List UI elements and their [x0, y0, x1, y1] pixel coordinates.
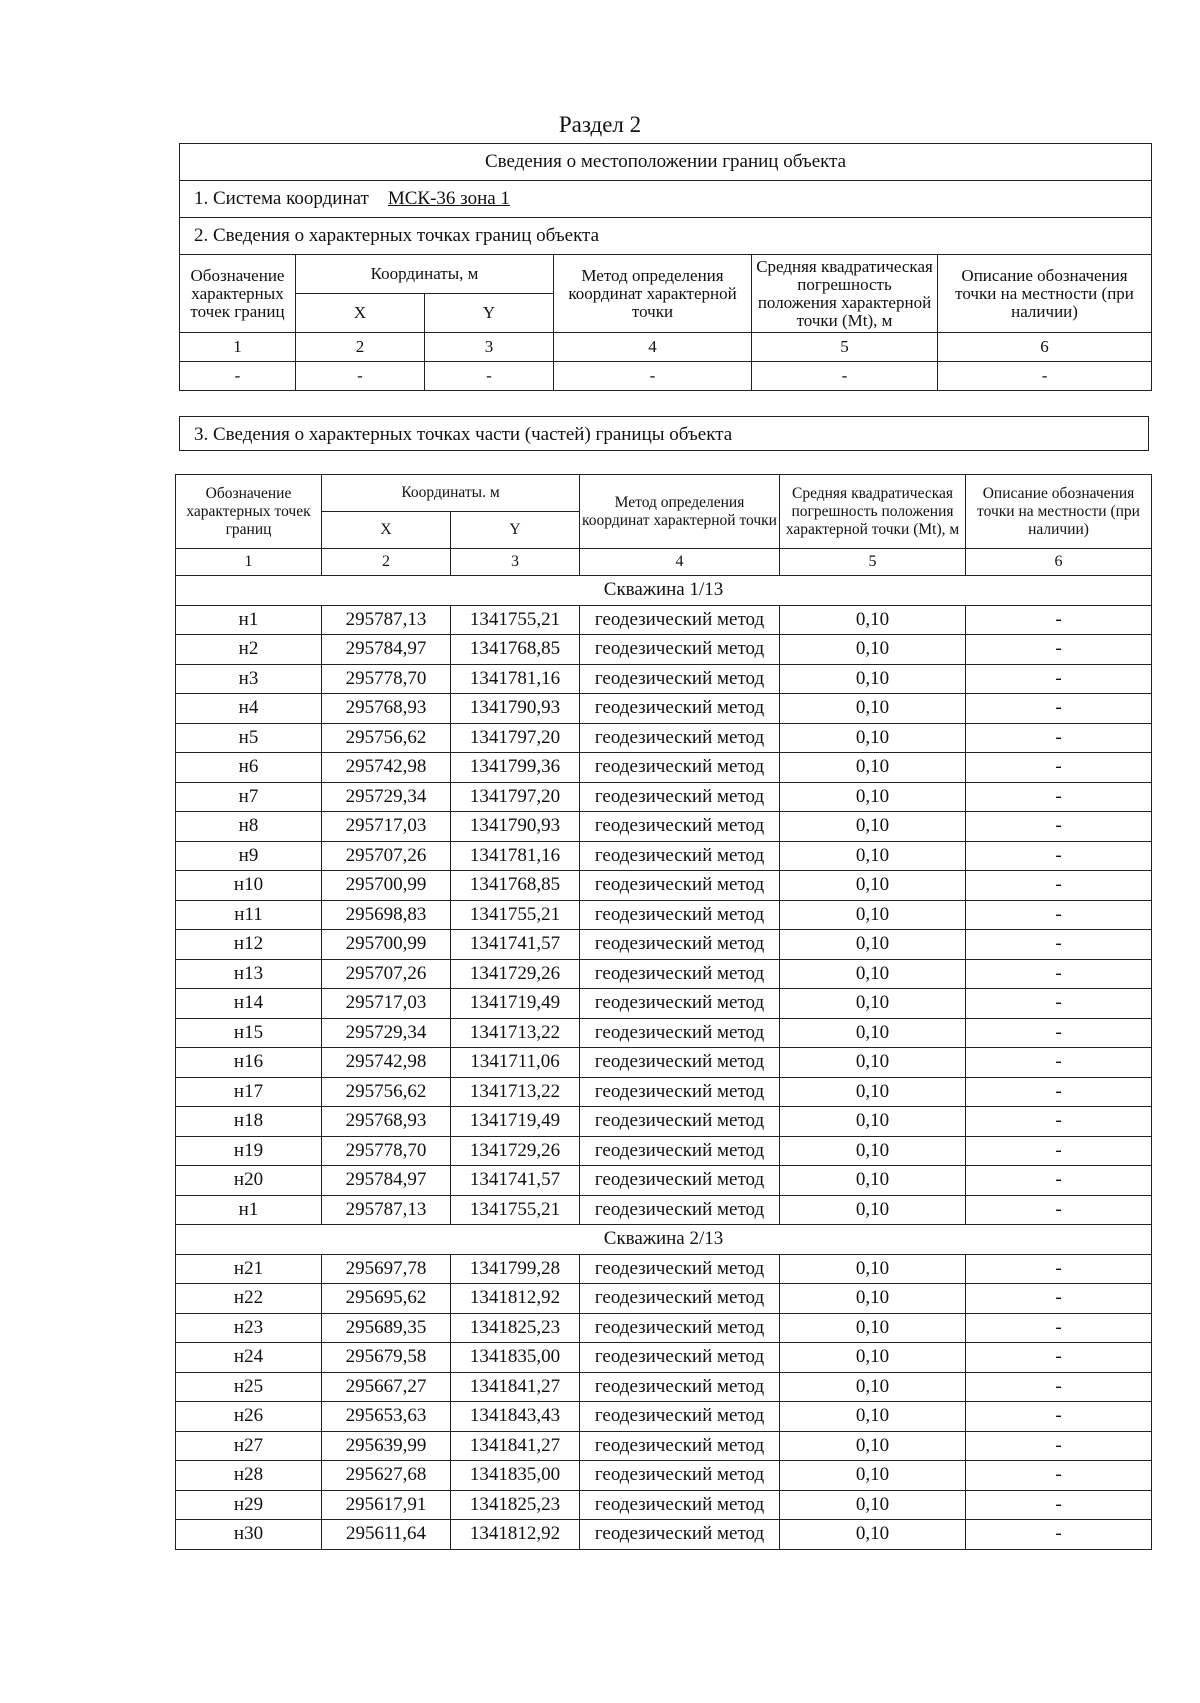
- description: -: [966, 1107, 1152, 1137]
- description: -: [966, 1166, 1152, 1196]
- accuracy: 0,10: [780, 664, 966, 694]
- coord-x: 295768,93: [322, 1107, 451, 1137]
- method: геодезический метод: [580, 812, 780, 842]
- empty-cell: -: [425, 362, 554, 391]
- coord-x: 295756,62: [322, 1077, 451, 1107]
- table-row: [176, 635, 1152, 665]
- point-name: н6: [176, 753, 322, 783]
- header-coordinates: Координаты. м: [322, 475, 580, 512]
- col-number: 4: [554, 333, 752, 362]
- table-row: [176, 664, 1152, 694]
- table-row: [176, 930, 1152, 960]
- header-x: X: [322, 512, 451, 549]
- point-name: н9: [176, 841, 322, 871]
- table-row: [176, 959, 1152, 989]
- table-row: [176, 1136, 1152, 1166]
- coord-y: 1341799,36: [451, 753, 580, 783]
- header-method: Метод определения координат характерной точки: [554, 255, 752, 333]
- point-name: н12: [176, 930, 322, 960]
- point-name: н26: [176, 1402, 322, 1432]
- point-name: н29: [176, 1490, 322, 1520]
- accuracy: 0,10: [780, 605, 966, 635]
- point-name: н7: [176, 782, 322, 812]
- point-name: н21: [176, 1254, 322, 1284]
- accuracy: 0,10: [780, 1136, 966, 1166]
- description: -: [966, 753, 1152, 783]
- table-row: [176, 1402, 1152, 1432]
- point-name: н4: [176, 694, 322, 724]
- description: -: [966, 1402, 1152, 1432]
- coord-y: 1341741,57: [451, 930, 580, 960]
- accuracy: 0,10: [780, 753, 966, 783]
- accuracy: 0,10: [780, 1372, 966, 1402]
- col-number: 6: [966, 549, 1152, 576]
- header-designation: Обозначение характерных точек границ: [176, 475, 322, 549]
- point-name: н20: [176, 1166, 322, 1196]
- table-row: [176, 1166, 1152, 1196]
- coord-y: 1341835,00: [451, 1461, 580, 1491]
- point-name: н15: [176, 1018, 322, 1048]
- table-title: Сведения о местоположении границ объекта: [180, 144, 1152, 181]
- table-subtitle: 2. Сведения о характерных точках границ объекта: [180, 218, 1152, 255]
- coord-x: 295729,34: [322, 782, 451, 812]
- header-y: Y: [425, 294, 554, 333]
- coord-y: 1341755,21: [451, 605, 580, 635]
- description: -: [966, 1343, 1152, 1373]
- empty-cell: -: [554, 362, 752, 391]
- point-name: н3: [176, 664, 322, 694]
- accuracy: 0,10: [780, 900, 966, 930]
- col-number: 5: [780, 549, 966, 576]
- coord-y: 1341843,43: [451, 1402, 580, 1432]
- method: геодезический метод: [580, 694, 780, 724]
- coord-y: 1341755,21: [451, 900, 580, 930]
- description: -: [966, 871, 1152, 901]
- coord-y: 1341713,22: [451, 1018, 580, 1048]
- location-info-table: [179, 143, 1152, 391]
- col-number: 3: [451, 549, 580, 576]
- description: -: [966, 1431, 1152, 1461]
- table-row: [176, 1431, 1152, 1461]
- header-method: Метод определения координат характерной точки: [580, 475, 780, 549]
- point-name: н28: [176, 1461, 322, 1491]
- point-name: н8: [176, 812, 322, 842]
- table-row: [176, 989, 1152, 1019]
- coord-x: 295695,62: [322, 1284, 451, 1314]
- method: геодезический метод: [580, 959, 780, 989]
- coord-x: 295742,98: [322, 753, 451, 783]
- description: -: [966, 900, 1152, 930]
- description: -: [966, 989, 1152, 1019]
- method: геодезический метод: [580, 1284, 780, 1314]
- method: геодезический метод: [580, 871, 780, 901]
- coord-x: 295784,97: [322, 635, 451, 665]
- empty-cell: -: [752, 362, 938, 391]
- description: -: [966, 635, 1152, 665]
- col-number: 2: [296, 333, 425, 362]
- coord-x: 295742,98: [322, 1048, 451, 1078]
- table-row: [176, 1018, 1152, 1048]
- table-row: [176, 753, 1152, 783]
- coord-x: 295778,70: [322, 1136, 451, 1166]
- coord-y: 1341790,93: [451, 694, 580, 724]
- description: -: [966, 812, 1152, 842]
- table-row: [176, 1343, 1152, 1373]
- coord-y: 1341799,28: [451, 1254, 580, 1284]
- accuracy: 0,10: [780, 812, 966, 842]
- point-name: н1: [176, 605, 322, 635]
- description: -: [966, 723, 1152, 753]
- method: геодезический метод: [580, 1402, 780, 1432]
- coord-x: 295756,62: [322, 723, 451, 753]
- accuracy: 0,10: [780, 930, 966, 960]
- coord-y: 1341729,26: [451, 959, 580, 989]
- coordinate-system-value: МСК-36 зона 1: [387, 188, 510, 209]
- coordinate-system-label: 1. Система координат: [194, 188, 369, 209]
- table-row: [176, 1048, 1152, 1078]
- coord-y: 1341768,85: [451, 635, 580, 665]
- col-number: 1: [176, 549, 322, 576]
- table-row: [176, 1077, 1152, 1107]
- method: геодезический метод: [580, 1136, 780, 1166]
- coord-y: 1341797,20: [451, 782, 580, 812]
- coord-x: 295611,64: [322, 1520, 451, 1550]
- coord-y: 1341790,93: [451, 812, 580, 842]
- header-accuracy: Средняя квадратическая погрешность положения характерной точки (Mt), м: [780, 475, 966, 549]
- description: -: [966, 664, 1152, 694]
- method: геодезический метод: [580, 1372, 780, 1402]
- coordinate-system-line: [180, 181, 1152, 218]
- method: геодезический метод: [580, 1048, 780, 1078]
- description: -: [966, 1490, 1152, 1520]
- accuracy: 0,10: [780, 871, 966, 901]
- coord-y: 1341768,85: [451, 871, 580, 901]
- method: геодезический метод: [580, 753, 780, 783]
- coord-y: 1341729,26: [451, 1136, 580, 1166]
- point-name: н23: [176, 1313, 322, 1343]
- col-number: 3: [425, 333, 554, 362]
- coord-x: 295729,34: [322, 1018, 451, 1048]
- description: -: [966, 1195, 1152, 1225]
- method: геодезический метод: [580, 1195, 780, 1225]
- empty-cell: -: [938, 362, 1152, 391]
- coord-x: 295679,58: [322, 1343, 451, 1373]
- coord-y: 1341781,16: [451, 664, 580, 694]
- table-row: [176, 1313, 1152, 1343]
- description: -: [966, 1461, 1152, 1491]
- method: геодезический метод: [580, 1431, 780, 1461]
- section3-title: 3. Сведения о характерных точках части (частей) границы объекта: [179, 416, 1149, 451]
- coord-x: 295700,99: [322, 930, 451, 960]
- group-name: Скважина 2/13: [176, 1225, 1152, 1255]
- col-number: 6: [938, 333, 1152, 362]
- description: -: [966, 605, 1152, 635]
- accuracy: 0,10: [780, 1018, 966, 1048]
- coord-x: 295717,03: [322, 989, 451, 1019]
- method: геодезический метод: [580, 900, 780, 930]
- method: геодезический метод: [580, 1313, 780, 1343]
- group-name: Скважина 1/13: [176, 576, 1152, 606]
- accuracy: 0,10: [780, 1254, 966, 1284]
- accuracy: 0,10: [780, 635, 966, 665]
- accuracy: 0,10: [780, 1166, 966, 1196]
- coord-x: 295784,97: [322, 1166, 451, 1196]
- coord-x: 295717,03: [322, 812, 451, 842]
- table-row: [176, 1461, 1152, 1491]
- coord-y: 1341741,57: [451, 1166, 580, 1196]
- coord-x: 295778,70: [322, 664, 451, 694]
- point-name: н19: [176, 1136, 322, 1166]
- group-row: [176, 1225, 1152, 1255]
- point-name: н24: [176, 1343, 322, 1373]
- accuracy: 0,10: [780, 1490, 966, 1520]
- coord-y: 1341841,27: [451, 1431, 580, 1461]
- point-name: н2: [176, 635, 322, 665]
- point-name: н5: [176, 723, 322, 753]
- coord-x: 295787,13: [322, 605, 451, 635]
- coord-y: 1341755,21: [451, 1195, 580, 1225]
- point-name: н22: [176, 1284, 322, 1314]
- method: геодезический метод: [580, 1343, 780, 1373]
- description: -: [966, 930, 1152, 960]
- method: геодезический метод: [580, 723, 780, 753]
- coord-y: 1341711,06: [451, 1048, 580, 1078]
- coord-y: 1341797,20: [451, 723, 580, 753]
- coord-x: 295698,83: [322, 900, 451, 930]
- table-row: [176, 871, 1152, 901]
- description: -: [966, 1313, 1152, 1343]
- method: геодезический метод: [580, 841, 780, 871]
- header-description: Описание обозначения точки на местности (при наличии): [966, 475, 1152, 549]
- description: -: [966, 1136, 1152, 1166]
- empty-cell: -: [180, 362, 296, 391]
- accuracy: 0,10: [780, 841, 966, 871]
- coord-y: 1341719,49: [451, 1107, 580, 1137]
- method: геодезический метод: [580, 1018, 780, 1048]
- coord-x: 295707,26: [322, 841, 451, 871]
- header-x: X: [296, 294, 425, 333]
- coord-y: 1341719,49: [451, 989, 580, 1019]
- description: -: [966, 782, 1152, 812]
- accuracy: 0,10: [780, 1313, 966, 1343]
- accuracy: 0,10: [780, 1520, 966, 1550]
- accuracy: 0,10: [780, 782, 966, 812]
- table-row: [176, 1520, 1152, 1550]
- description: -: [966, 1254, 1152, 1284]
- accuracy: 0,10: [780, 1461, 966, 1491]
- description: -: [966, 959, 1152, 989]
- accuracy: 0,10: [780, 694, 966, 724]
- table-row: [176, 1284, 1152, 1314]
- table-row: [176, 1490, 1152, 1520]
- coord-y: 1341812,92: [451, 1520, 580, 1550]
- point-name: н16: [176, 1048, 322, 1078]
- col-number: 1: [180, 333, 296, 362]
- description: -: [966, 1372, 1152, 1402]
- method: геодезический метод: [580, 930, 780, 960]
- coord-y: 1341781,16: [451, 841, 580, 871]
- accuracy: 0,10: [780, 1077, 966, 1107]
- header-coordinates: Координаты, м: [296, 255, 554, 294]
- accuracy: 0,10: [780, 959, 966, 989]
- header-accuracy: Средняя квадратическая погрешность положения характерной точки (Mt), м: [752, 255, 938, 333]
- accuracy: 0,10: [780, 1343, 966, 1373]
- table-row: [176, 782, 1152, 812]
- point-name: н1: [176, 1195, 322, 1225]
- description: -: [966, 1048, 1152, 1078]
- table-row: [176, 900, 1152, 930]
- accuracy: 0,10: [780, 1048, 966, 1078]
- accuracy: 0,10: [780, 1402, 966, 1432]
- coord-x: 295700,99: [322, 871, 451, 901]
- coord-y: 1341841,27: [451, 1372, 580, 1402]
- coord-x: 295667,27: [322, 1372, 451, 1402]
- accuracy: 0,10: [780, 1195, 966, 1225]
- table-row: [176, 605, 1152, 635]
- coord-x: 295787,13: [322, 1195, 451, 1225]
- point-name: н13: [176, 959, 322, 989]
- coord-x: 295627,68: [322, 1461, 451, 1491]
- point-name: н11: [176, 900, 322, 930]
- coord-x: 295707,26: [322, 959, 451, 989]
- coord-x: 295689,35: [322, 1313, 451, 1343]
- table-row: [176, 1372, 1152, 1402]
- coord-y: 1341812,92: [451, 1284, 580, 1314]
- description: -: [966, 694, 1152, 724]
- header-y: Y: [451, 512, 580, 549]
- coord-y: 1341713,22: [451, 1077, 580, 1107]
- coord-x: 295768,93: [322, 694, 451, 724]
- point-name: н10: [176, 871, 322, 901]
- point-name: н30: [176, 1520, 322, 1550]
- point-name: н25: [176, 1372, 322, 1402]
- accuracy: 0,10: [780, 1431, 966, 1461]
- accuracy: 0,10: [780, 1107, 966, 1137]
- coord-x: 295639,99: [322, 1431, 451, 1461]
- coord-x: 295697,78: [322, 1254, 451, 1284]
- accuracy: 0,10: [780, 723, 966, 753]
- table-row: [176, 812, 1152, 842]
- table-row: [176, 1195, 1152, 1225]
- col-number: 2: [322, 549, 451, 576]
- col-number: 4: [580, 549, 780, 576]
- method: геодезический метод: [580, 1520, 780, 1550]
- col-number: 5: [752, 333, 938, 362]
- empty-cell: -: [296, 362, 425, 391]
- method: геодезический метод: [580, 664, 780, 694]
- description: -: [966, 841, 1152, 871]
- description: -: [966, 1018, 1152, 1048]
- coord-y: 1341835,00: [451, 1343, 580, 1373]
- method: геодезический метод: [580, 989, 780, 1019]
- point-name: н18: [176, 1107, 322, 1137]
- table-row: [176, 694, 1152, 724]
- method: геодезический метод: [580, 1077, 780, 1107]
- method: геодезический метод: [580, 1107, 780, 1137]
- table-row: [176, 1254, 1152, 1284]
- table-row: [176, 1107, 1152, 1137]
- point-name: н17: [176, 1077, 322, 1107]
- accuracy: 0,10: [780, 989, 966, 1019]
- table-row: [176, 723, 1152, 753]
- point-name: н14: [176, 989, 322, 1019]
- coord-y: 1341825,23: [451, 1313, 580, 1343]
- method: геодезический метод: [580, 635, 780, 665]
- method: геодезический метод: [580, 1490, 780, 1520]
- method: геодезический метод: [580, 782, 780, 812]
- section-title: Раздел 2: [558, 112, 642, 137]
- method: геодезический метод: [580, 1461, 780, 1491]
- accuracy: 0,10: [780, 1284, 966, 1314]
- coord-x: 295617,91: [322, 1490, 451, 1520]
- description: -: [966, 1520, 1152, 1550]
- method: геодезический метод: [580, 1254, 780, 1284]
- method: геодезический метод: [580, 605, 780, 635]
- coord-y: 1341825,23: [451, 1490, 580, 1520]
- table-row: [176, 841, 1152, 871]
- coord-x: 295653,63: [322, 1402, 451, 1432]
- header-description: Описание обозначения точки на местности (при наличии): [938, 255, 1152, 333]
- header-designation: Обозначение характерных точек границ: [180, 255, 296, 333]
- points-table: [175, 474, 1152, 1550]
- description: -: [966, 1077, 1152, 1107]
- group-row: [176, 576, 1152, 606]
- method: геодезический метод: [580, 1166, 780, 1196]
- point-name: н27: [176, 1431, 322, 1461]
- description: -: [966, 1284, 1152, 1314]
